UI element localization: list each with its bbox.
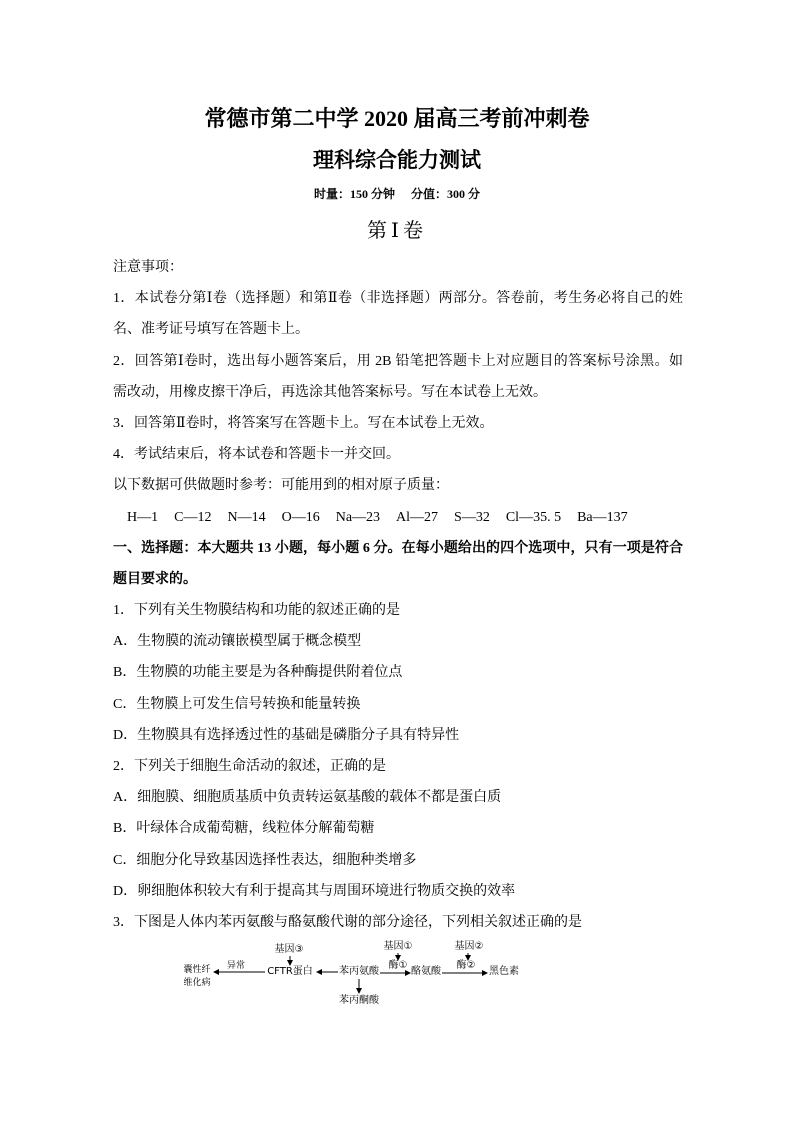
note-1-line-2: 名、准考证号填写在答题卡上。	[113, 322, 309, 338]
label-enzyme1: 酶①	[388, 960, 408, 971]
question-2-option-b: B．叶绿体合成葡萄糖，线粒体分解葡萄糖	[113, 821, 375, 837]
question-2-option-c: C．细胞分化导致基因选择性表达，细胞种类增多	[113, 852, 417, 868]
exam-body	[113, 252, 683, 938]
label-disease-line-1: 囊性纤	[183, 965, 211, 975]
question-3-stem: 3．下图是人体内苯丙氨酸与酪氨酸代谢的部分途径，下列相关叙述正确的是	[113, 914, 582, 930]
part-title: 第Ⅰ卷	[367, 220, 427, 242]
label-enzyme2: 酶②	[456, 960, 476, 971]
reference-intro: 以下数据可供做题时参考：可能用到的相对原子质量：	[113, 478, 449, 494]
atom-mass: N—14	[227, 509, 266, 525]
note-1-line-1: 1．本试卷分第Ⅰ卷（选择题）和第Ⅱ卷（非选择题）两部分。答卷前，考生务必将自己的姓	[113, 291, 683, 307]
notes-heading: 注意事项：	[113, 260, 183, 275]
question-1-option-d: D．生物膜具有选择透过性的基础是磷脂分子具有特异性	[113, 727, 460, 743]
atom-mass: Na—23	[335, 509, 381, 525]
label-phenylalanine: 苯丙氨酸	[339, 966, 379, 977]
label-melanin: 黑色素	[489, 966, 519, 977]
note-4: 4．考试结束后，将本试卷和答题卡一并交回。	[113, 447, 400, 463]
exam-subtitle: 理科综合能力测试	[313, 148, 481, 172]
atom-mass: Ba—137	[577, 509, 628, 525]
atom-mass: S—32	[454, 509, 490, 525]
label-gene3: 基因③	[274, 944, 304, 955]
question-2-option-a: A．细胞膜、细胞质基质中负责转运氨基酸的载体不都是蛋白质	[113, 790, 502, 806]
section-1-heading-line-2: 题目要求的。	[113, 571, 197, 587]
label-tyrosine: 酪氨酸	[411, 966, 441, 977]
label-gene2: 基因②	[454, 941, 484, 952]
section-1-heading-line-1: 一、选择题：本大题共 13 小题，每小题 6 分。在每小题给出的四个选项中，只有一项是符合	[113, 540, 683, 556]
question-1-option-a: A．生物膜的流动镶嵌模型属于概念模型	[113, 634, 362, 650]
label-gene1: 基因①	[383, 941, 413, 952]
atom-mass: H—1	[127, 509, 159, 525]
atomic-masses	[113, 502, 683, 533]
label-phenylpyruvate: 苯丙酮酸	[339, 995, 379, 1006]
question-1-option-b: B．生物膜的功能主要是为各种酶提供附着位点	[113, 665, 403, 681]
label-cftr-protein: CFTR蛋白	[267, 966, 313, 977]
question-2-stem: 2．下列关于细胞生命活动的叙述，正确的是	[113, 759, 386, 774]
question-2-option-d: D．卵细胞体积较大有利于提高其与周围环境进行物质交换的效率	[113, 883, 516, 899]
exam-score: 分值：300 分	[411, 187, 481, 201]
question-1-option-c: C．生物膜上可发生信号转换和能量转换	[113, 696, 361, 712]
note-3: 3．回答第Ⅱ卷时，将答案写在答题卡上。写在本试卷上无效。	[113, 415, 494, 431]
metabolism-pathway-diagram	[180, 938, 530, 1010]
exam-meta	[0, 185, 794, 203]
atom-mass: Al—27	[396, 509, 439, 525]
label-disease-line-2: 维化病	[183, 978, 211, 988]
exam-time: 时量：150 分钟	[313, 187, 395, 201]
atom-mass: C—12	[174, 509, 212, 525]
note-2-line-2: 需改动，用橡皮擦干净后，再选涂其他答案标号。写在本试卷上无效。	[113, 384, 547, 400]
question-1-stem: 1．下列有关生物膜结构和功能的叙述正确的是	[113, 603, 400, 619]
atom-mass: Cl—35. 5	[505, 509, 562, 525]
atom-mass: O—16	[281, 509, 320, 525]
note-2-line-1: 2．回答第Ⅰ卷时，选出每小题答案后，用 2B 铅笔把答题卡上对应题目的答案标号涂黑。如	[113, 353, 683, 369]
label-abnormal: 异常	[226, 961, 246, 971]
exam-title: 常德市第二中学 2020 届高三考前冲刺卷	[204, 106, 590, 131]
